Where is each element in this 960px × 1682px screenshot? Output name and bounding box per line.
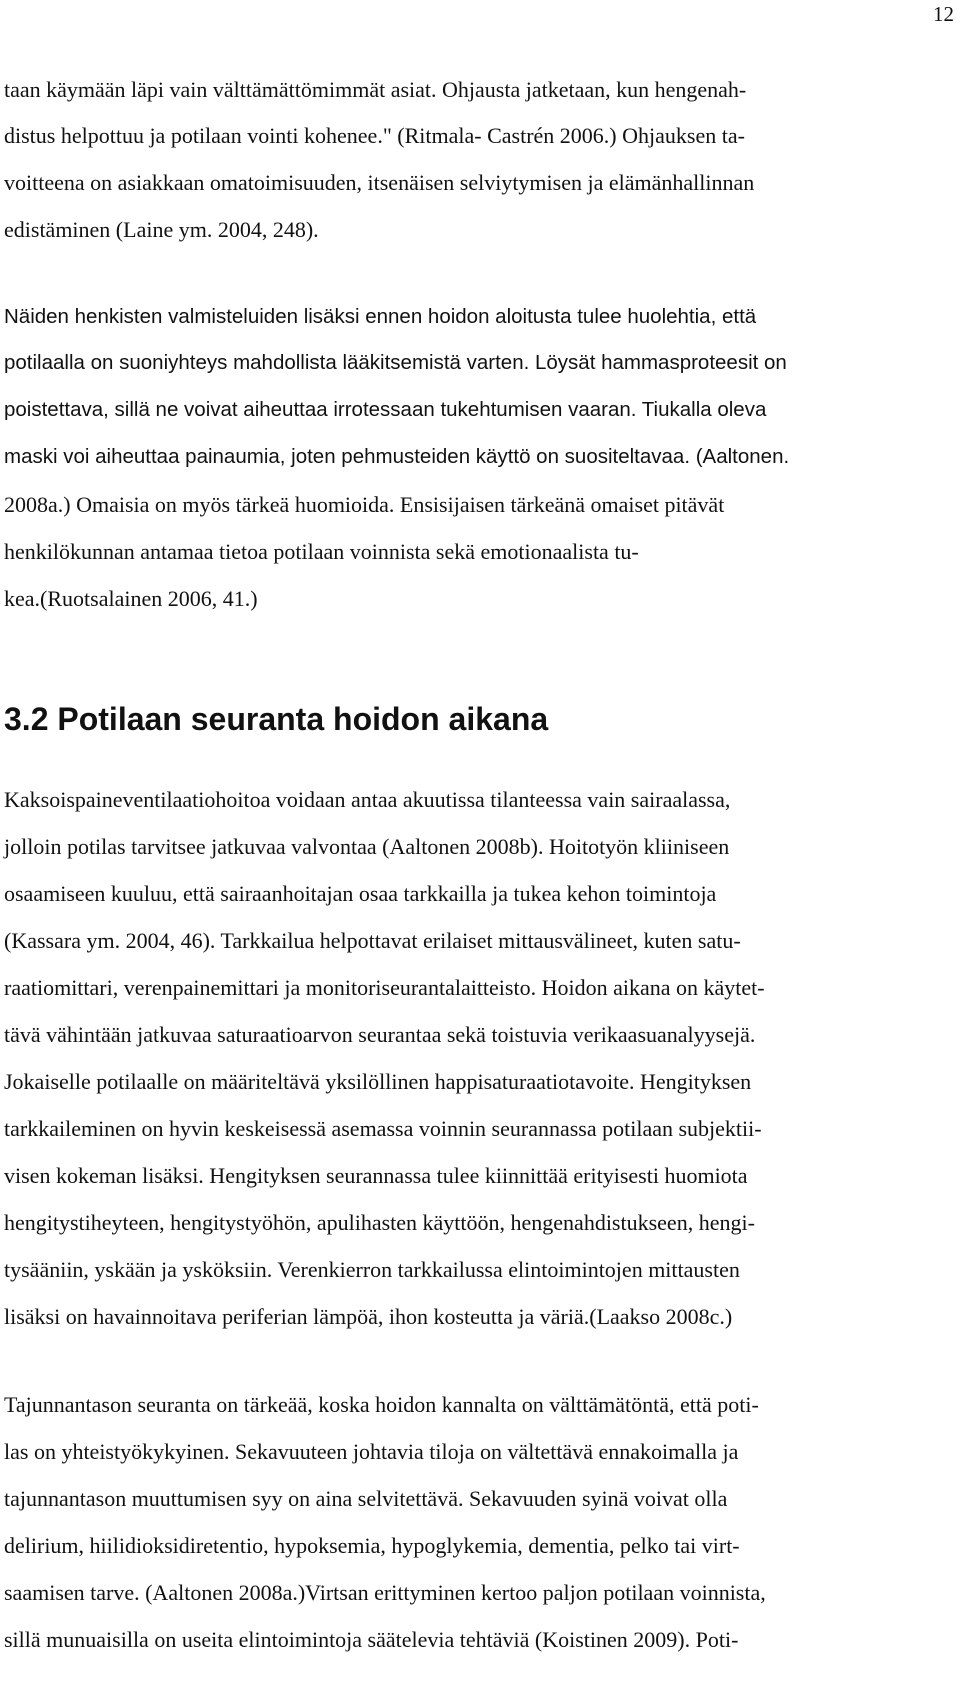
text-line: lisäksi on havainnoitava periferian lämpöä, ihon kosteutta ja väriä.(Laakso 2008c.)	[4, 1304, 733, 1329]
text-line: tarkkaileminen on hyvin keskeisessä asemassa voinnin seurannassa potilaan subjektii-	[4, 1116, 762, 1141]
text-line: edistäminen (Laine ym. 2004, 248).	[4, 217, 319, 242]
text-line: (Kassara ym. 2004, 46). Tarkkailua helpottavat erilaiset mittausvälineet, kuten satu-	[4, 928, 741, 953]
text-line: las on yhteistyökykyinen. Sekavuuteen johtavia tiloja on vältettävä ennakoimalla ja	[4, 1439, 739, 1464]
text-line: Näiden henkisten valmisteluiden lisäksi ennen hoidon aloitusta tulee huolehtia, että	[4, 305, 757, 328]
text-line: sillä munuaisilla on useita elintoimintoja säätelevia tehtäviä (Koistinen 2009). Poti-	[4, 1627, 739, 1652]
text-line: raatiomittari, verenpainemittari ja monitoriseurantalaitteisto. Hoidon aikana on käytet-	[4, 975, 765, 1000]
section-heading: 3.2 Potilaan seuranta hoidon aikana	[4, 701, 549, 737]
text-line: tävä vähintään jatkuvaa saturaatioarvon seurantaa sekä toistuvia verikaasuanalyysejä.	[4, 1022, 756, 1047]
text-line: tajunnantason muuttumisen syy on aina selvitettävä. Sekavuuden syinä voivat olla	[4, 1486, 728, 1511]
text-line: saamisen tarve. (Aaltonen 2008a.)Virtsan erittyminen kertoo paljon potilaan voinnista,	[4, 1580, 766, 1605]
text-line: maski voi aiheuttaa painaumia, joten pehmusteiden käyttö on suositeltavaa. (Aaltonen.	[4, 445, 790, 468]
text-line: potilaalla on suoniyhteys mahdollista lääkitsemistä varten. Löysät hammasproteesit on	[4, 351, 787, 374]
text-line: Kaksoispaineventilaatiohoitoa voidaan antaa akuutissa tilanteessa vain sairaalassa,	[4, 787, 731, 812]
text-line: distus helpottuu ja potilaan vointi kohenee." (Ritmala- Castrén 2006.) Ohjauksen ta-	[4, 123, 745, 148]
text-line: Tajunnantason seuranta on tärkeää, koska hoidon kannalta on välttämätöntä, että poti-	[4, 1392, 759, 1417]
text-line: jolloin potilas tarvitsee jatkuvaa valvontaa (Aaltonen 2008b). Hoitotyön kliiniseen	[4, 834, 730, 859]
text-line: Jokaiselle potilaalle on määriteltävä yksilöllinen happisaturaatiotavoite. Hengityksen	[4, 1069, 752, 1094]
text-line: henkilökunnan antamaa tietoa potilaan voinnista sekä emotionaalista tu-	[4, 539, 639, 564]
text-line: taan käymään läpi vain välttämättömimmät asiat. Ohjausta jatketaan, kun hengenah-	[4, 77, 747, 102]
text-line: voitteena on asiakkaan omatoimisuuden, itsenäisen selviytymisen ja elämänhallinnan	[4, 170, 755, 195]
page-number: 12	[933, 2, 954, 26]
text-line: hengitystiheyteen, hengitystyöhön, apulihasten käyttöön, hengenahdistukseen, hengi-	[4, 1210, 755, 1235]
text-line: tysääniin, yskään ja ysköksiin. Verenkierron tarkkailussa elintoimintojen mittausten	[4, 1257, 740, 1282]
text-line: poistettava, sillä ne voivat aiheuttaa irrotessaan tukehtumisen vaaran. Tiukalla oleva	[4, 398, 767, 421]
text-line: osaamiseen kuuluu, että sairaanhoitajan osaa tarkkailla ja tukea kehon toimintoja	[4, 881, 717, 906]
text-line: visen kokeman lisäksi. Hengityksen seurannassa tulee kiinnittää erityisesti huomiota	[4, 1163, 748, 1188]
text-line: delirium, hiilidioksidiretentio, hypoksemia, hypoglykemia, dementia, pelko tai virt-	[4, 1533, 740, 1558]
text-line: 2008a.) Omaisia on myös tärkeä huomioida. Ensisijaisen tärkeänä omaiset pitävät	[4, 492, 725, 517]
text-line: kea.(Ruotsalainen 2006, 41.)	[4, 586, 258, 611]
